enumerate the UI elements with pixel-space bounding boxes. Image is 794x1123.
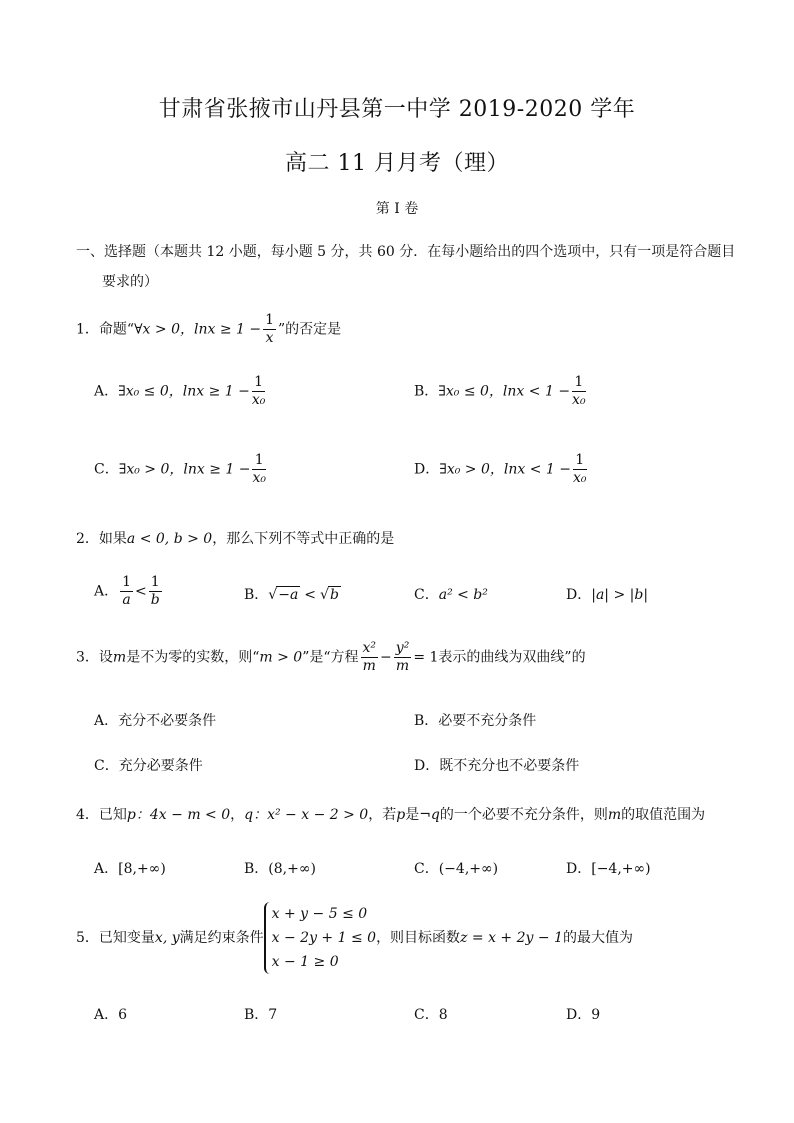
q4-option-a[interactable]: A．[8,+∞) <box>94 861 166 877</box>
question-number: 5． <box>76 930 99 946</box>
section-heading: 一、选择题（本题共 12 小题，每小题 5 分，共 60 分．在每小题给出的四个选项中，只有一项是符合题目 <box>76 244 736 260</box>
q5-option-c[interactable]: C．8 <box>414 1007 448 1023</box>
q2-option-d[interactable]: D．|a| > |b| <box>566 587 649 603</box>
q5-option-a[interactable]: A．6 <box>94 1007 128 1023</box>
q1-option-a[interactable]: A．∃x₀ ≤ 0，lnx ≥ 1 − $\frac{1}{\text{x₀}}$ <box>94 374 266 408</box>
q5-option-d[interactable]: D．9 <box>566 1007 601 1023</box>
q1-option-c[interactable]: C．∃x₀ > 0，lnx ≥ 1 − $\frac{1}{\text{x₀}}$ <box>94 452 266 486</box>
question-3-stem: 3．设m是不为零的实数，则“m > 0”是“方程 $\frac{\text{x²}}{m}$ − $\frac{\text{y²}}{m}$ = 1表示的曲线为双曲线”的 <box>76 640 586 674</box>
q2-option-b[interactable]: B．√−a < √b <box>244 587 339 603</box>
exam-title-line2: 高二 11 月月考（理） <box>285 151 509 176</box>
q4-option-b[interactable]: B．(8,+∞) <box>244 861 316 877</box>
exam-title-line1: 甘肃省张掖市山丹县第一中学 2019-2020 学年 <box>158 97 636 122</box>
volume-label: 第 I 卷 <box>375 201 419 217</box>
question-1-stem: 1．命题“∀x > 0，lnx ≥ 1 − $\frac{1}{x}$ ”的否定是 <box>76 312 342 346</box>
q3-option-b[interactable]: B．必要不充分条件 <box>414 713 537 729</box>
question-5-stem: 5．已知变量x, y满足约束条件 x + y − 5 ≤ 0 x − 2y + 1 ≤ 0 x − 1 ≥ 0 ，则目标函数z = x + 2y − 1的最大值为 <box>76 902 633 974</box>
q1-option-b[interactable]: B．∃x₀ ≤ 0，lnx < 1 − $\frac{1}{\text{x₀}}$ <box>414 374 586 408</box>
q4-option-d[interactable]: D．[−4,+∞) <box>566 861 651 877</box>
question-number: 2． <box>76 531 99 547</box>
q1-option-d[interactable]: D．∃x₀ > 0，lnx < 1 − $\frac{1}{\text{x₀}}$ <box>414 452 587 486</box>
question-2-stem: 2．如果a < 0, b > 0，那么下列不等式中正确的是 <box>76 531 395 547</box>
question-4-stem: 4．已知p：4x − m < 0，q：x² − x − 2 > 0，若p是¬q的一个必要不充分条件，则m的取值范围为 <box>76 807 706 823</box>
q3-option-c[interactable]: C．充分必要条件 <box>94 758 203 774</box>
q5-option-b[interactable]: B．7 <box>244 1007 278 1023</box>
question-number: 3． <box>76 649 99 666</box>
constraint-system: x + y − 5 ≤ 0 x − 2y + 1 ≤ 0 x − 1 ≥ 0 <box>264 902 376 974</box>
q4-option-c[interactable]: C．(−4,+∞) <box>414 861 499 877</box>
q2-option-a[interactable]: A． $\frac{1}{a}$ < $\frac{1}{b}$ <box>94 574 160 608</box>
q3-option-a[interactable]: A．充分不必要条件 <box>94 713 217 729</box>
section-heading-cont: 要求的） <box>102 274 158 290</box>
fraction: $\frac{1}{x}$ <box>265 312 275 346</box>
q3-option-d[interactable]: D．既不充分也不必要条件 <box>414 758 580 774</box>
question-number: 4． <box>76 807 99 823</box>
q2-option-c[interactable]: C．a² < b² <box>414 587 488 603</box>
question-number: 1． <box>76 321 99 338</box>
